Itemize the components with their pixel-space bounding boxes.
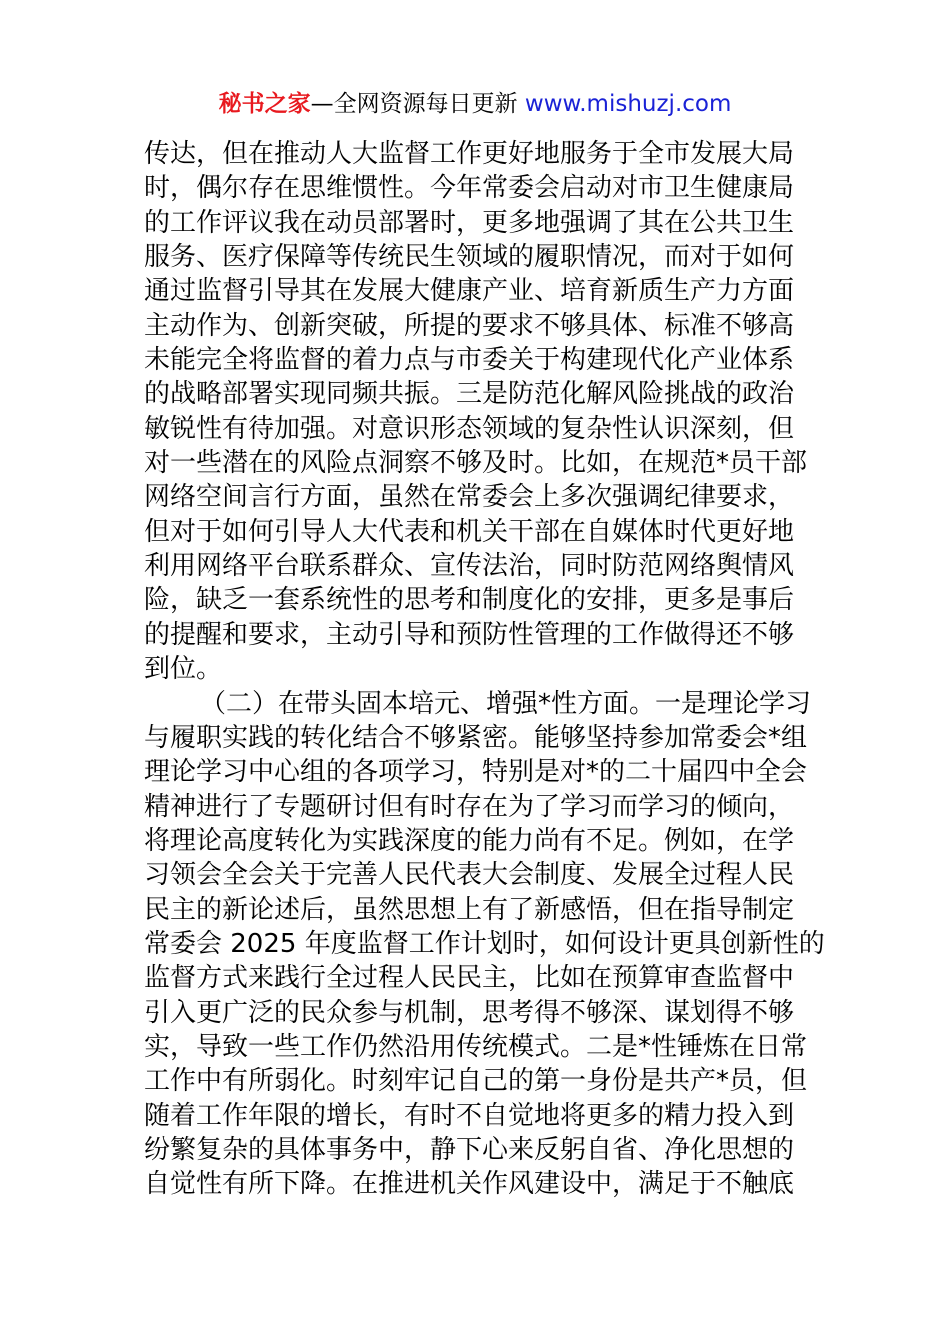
- header-tagline: —全网资源每日更新: [310, 91, 525, 117]
- brand-name: 秘书之家: [218, 91, 311, 117]
- text-line: 随着工作年限的增长，有时不自觉地将更多的精力投入到: [144, 1100, 795, 1131]
- text-line: 未能完全将监督的着力点与市委关于构建现代化产业体系: [144, 345, 795, 376]
- text-line: 理论学习中心组的各项学习，特别是对*的二十届四中全会: [144, 757, 808, 788]
- text-line: 险，缺乏一套系统性的思考和制度化的安排，更多是事后: [144, 585, 795, 616]
- text-line: 习领会全会关于完善人民代表大会制度、发展全过程人民: [144, 860, 795, 891]
- text-line: 主动作为、创新突破，所提的要求不够具体、标准不够高: [144, 310, 795, 341]
- text-line: 时，偶尔存在思维惯性。今年常委会启动对市卫生健康局: [144, 173, 795, 204]
- text-line: 将理论高度转化为实践深度的能力尚有不足。例如，在学: [144, 825, 795, 856]
- text-line: 网络空间言行方面，虽然在常委会上多次强调纪律要求，: [144, 482, 795, 513]
- section-heading-line: （二）在带头固本培元、增强*性方面。一是理论学习: [200, 688, 812, 719]
- site-url-link[interactable]: www.mishuzj.com: [524, 91, 732, 117]
- text-line: 精神进行了专题研讨但有时存在为了学习而学习的倾向，: [144, 791, 795, 822]
- text-line: 与履职实践的转化结合不够紧密。能够坚持参加常委会*组: [144, 722, 808, 753]
- text-line: 自觉性有所下降。在推进机关作风建设中，满足于不触底: [144, 1169, 795, 1200]
- text-line: 传达，但在推动人大监督工作更好地服务于全市发展大局: [144, 139, 795, 169]
- page-header: [0, 88, 950, 120]
- text-line: 实，导致一些工作仍然沿用传统模式。二是*性锤炼在日常: [144, 1031, 808, 1062]
- text-line: 监督方式来践行全过程人民民主，比如在预算审查监督中: [144, 963, 795, 994]
- text-line: 引入更广泛的民众参与机制，思考得不够深、谋划得不够: [144, 997, 795, 1028]
- text-line: 常委会 2025 年度监督工作计划时，如何设计更具创新性的: [144, 928, 825, 959]
- document-body: [144, 137, 825, 1202]
- text-line: 通过监督引导其在发展大健康产业、培育新质生产力方面: [144, 276, 795, 307]
- text-line: 工作中有所弱化。时刻牢记自己的第一身份是共产*员，但: [144, 1066, 808, 1097]
- text-line: 的工作评议我在动员部署时，更多地强调了其在公共卫生: [144, 207, 795, 238]
- text-line: 的战略部署实现同频共振。三是防范化解风险挑战的政治: [144, 379, 795, 410]
- text-line: 的提醒和要求，主动引导和预防性管理的工作做得还不够: [144, 619, 795, 650]
- text-line: 敏锐性有待加强。对意识形态领域的复杂性认识深刻，但: [144, 413, 795, 444]
- text-line: 到位。: [144, 654, 223, 685]
- text-line: 利用网络平台联系群众、宣传法治，同时防范网络舆情风: [144, 551, 795, 582]
- text-line: 纷繁复杂的具体事务中，静下心来反躬自省、净化思想的: [144, 1134, 795, 1165]
- text-line: 服务、医疗保障等传统民生领域的履职情况，而对于如何: [144, 242, 795, 273]
- text-line: 民主的新论述后，虽然思想上有了新感悟，但在指导制定: [144, 894, 795, 925]
- text-line: 对一些潜在的风险点洞察不够及时。比如，在规范*员干部: [144, 448, 808, 479]
- text-line: 但对于如何引导人大代表和机关干部在自媒体时代更好地: [144, 516, 795, 547]
